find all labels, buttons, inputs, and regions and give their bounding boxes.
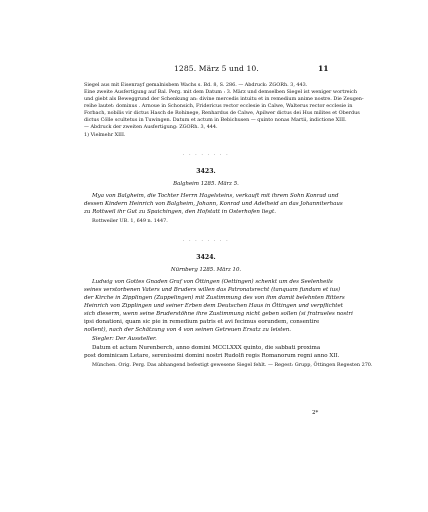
separator: · · · · · · · · xyxy=(182,238,230,244)
place-date: Nürnberg 1285. März 10. xyxy=(170,267,242,273)
summary-line: Heinrich von Zipplingen und seiner Erben dem Deutschen Haus in Öttingen und verpflichtet xyxy=(84,303,343,309)
top-note-line: und giebt als Beweggrund der Schenkung an: divine mercedis intuitu et in remedium anime nostre. Die Zeugen- xyxy=(84,96,364,102)
datum-line: Datum et actum Nurenberch, anno domini MCCLXXX quinto, die sabbati proxima xyxy=(92,345,321,351)
archive-note: München. Orig. Perg. Das abhangend befestigt gewesene Siegel fehlt. — Regest: Grupp, Öttingen Regesten 270. xyxy=(92,362,373,368)
page-number: 11 xyxy=(318,64,329,73)
separator: · · · · · · · · xyxy=(182,152,230,158)
top-note-line: Siegel aus mit Eisenrayf gemalnisbem Wachs s. Bd. 8, S. 286. — Abdruck: ZGORh. 3, 443. xyxy=(84,82,308,88)
running-title: 1285. März 5 und 10. xyxy=(174,64,259,73)
top-note-line: reihe lautet: dominus . Arnoue in Schonsich, Fridericus rector ecclesie in Calwe, Walterus rector ecclesie in xyxy=(84,103,353,109)
signature-mark: 2* xyxy=(312,410,319,416)
footnote: 1) Vielmehr XIII. xyxy=(84,132,126,138)
summary-line: der Kirche in Zipplingen (Zuppelingen) mit Zustimmung des von ihm damit belehnten Ritters xyxy=(84,295,345,301)
sealer: Siegler: Der Aussteller. xyxy=(92,336,157,342)
reference: Rottweiler UB. 1, 649 n. 1447. xyxy=(92,218,168,224)
summary-line: sich dieserm, wenn seine Bruderstöhne ihre Zustimmung nicht geben sollen (si fratrueles nostri xyxy=(84,311,353,317)
summary-line: ipsi donationi, quam sic pie in remedium patris et avi fecimus eorundem, consentire xyxy=(84,319,320,325)
summary-line: dessen Kindern Heinrich von Balgheim, Johann, Konrad und Adelheid an das Johanniterhaus xyxy=(84,201,343,207)
summary-line: nollent), nach der Schätzung von 4 von seinen Getreuen Ersatz zu leisten. xyxy=(84,327,292,333)
summary-line: zu Rottweil ihr Gut zu Spaichingen, den Hofstatt in Osterhofen liegt. xyxy=(84,209,276,215)
place-date: Balgheim 1285. März 5. xyxy=(173,181,239,187)
doc-number: 3424. xyxy=(196,254,216,261)
summary-line: Ludwig von Gottes Gnaden Graf von Öttingen (Oettingen) schenkt um des Seelenheils xyxy=(92,279,333,285)
datum-line: post dominicam Letare, serenissimi domini nostri Rudolfi regis Romanorum regni anno XII. xyxy=(84,353,340,359)
top-note-line: Eine zweite Ausfertigung auf Bal. Perg. mit dem Datum : 3. März und demselben Siegel ist weniger wortreich xyxy=(84,89,358,95)
top-note-line: — Abdruck der zweiten Ausfertigung: ZGORh. 3, 444. xyxy=(84,124,218,130)
doc-number: 3423. xyxy=(196,168,216,175)
top-note-line: Forbach, nobilis vir dictus Hasch de Rohinege, Renhardus de Calwe, Apilwer dictus dei Hus milites et Oberdus xyxy=(84,110,360,116)
top-note-line: dictus Cölle scultetus in Tuwingen. Datum et actum in Bebichusen — quinto nonas Martii, indictione XIII. xyxy=(84,117,347,123)
summary-line: Mya von Balgheim, die Tochter Herrn Hagelsteins, verkauft mit ihrem Sohn Konrad und xyxy=(92,193,339,199)
summary-line: seines verstorbenen Vaters und Bruders willen das Patronatsrecht (tanquam fundum et ius) xyxy=(84,287,341,293)
